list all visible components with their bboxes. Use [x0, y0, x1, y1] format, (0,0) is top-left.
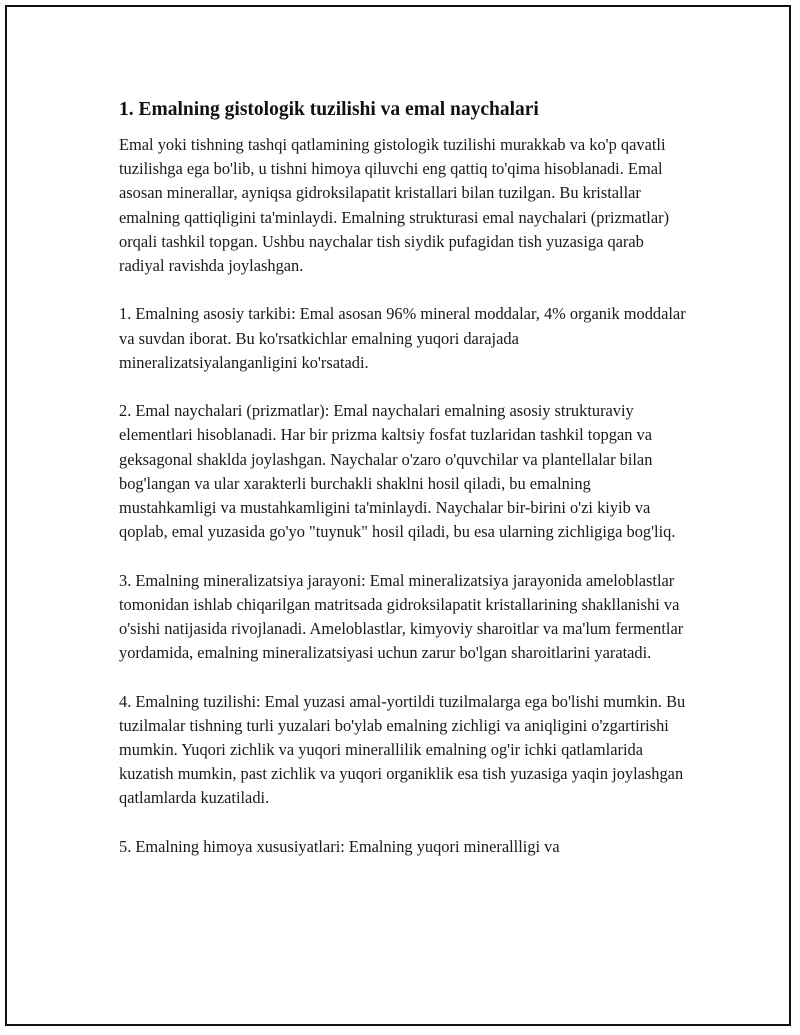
paragraph-enamel-prisms: 2. Emal naychalari (prizmatlar): Emal naychalari emalning asosiy strukturaviy elementlari hisoblanadi. Har bir prizma kaltsiy fosfat tuzlaridan tashkil topgan va geksagonal shaklda joylashgan. Naychalar o'zaro o'quvchilar va plantellalar bilan bog'langan va ular xarakterli burchakli shaklni hosil qiladi, bu emalning mustahkamligi va mustahkamligini ta'minlaydi. Naychalar bir-birini o'zi kiyib va qoplab, emal yuzasida go'yo "tuynuk" hosil qiladi, bu esa ularning zichligiga bog'liq. — [119, 401, 676, 542]
intro-paragraph: Emal yoki tishning tashqi qatlamining gistologik tuzilishi murakkab va ko'p qavatli tuzilishga ega bo'lib, u tishni himoya qiluvchi eng qattiq to'qima hisoblanadi. Emal asosan minerallar, ayniqsa gidroksilapatit kristallari bilan tuzilgan. Bu kristallar emalning qattiqligini ta'minlaydi. Emalning strukturasi emal naychalari (prizmatlar) orqali tashkil topgan. Ushbu naychalar tish siydik pufagidan tish yuzasiga qarab radiyal ravishda joylashgan. — [119, 135, 670, 276]
paragraph-composition: 1. Emalning asosiy tarkibi: Emal asosan 96% mineral moddalar, 4% organik moddalar va suvdan iborat. Bu ko'rsatkichlar emalning yuqori darajada mineralizatsiyalanganligini ko'rsatadi. — [119, 304, 686, 372]
paragraph-mineralization: 3. Emalning mineralizatsiya jarayoni: Emal mineralizatsiya jarayonida ameloblastlar tomonidan ishlab chiqarilgan matritsada gidroksilapatit kristallarining shakllanishi va o'sishi natijasida rivojlanadi. Ameloblastlar, kimyoviy sharoitlar va ma'lum fermentlar yordamida, emalning mineralizatsiyasi uchun zarur bo'lgan sharoitlarini yaratadi. — [119, 570, 684, 663]
paragraph-protective-properties: 5. Emalning himoya xususiyatlari: Emalning yuqori minerallligi va — [119, 836, 560, 856]
section-title: 1. Emalning gistologik tuzilishi va emal naychalari — [119, 99, 539, 120]
document-content — [119, 97, 689, 883]
document-page — [5, 5, 791, 1026]
paragraph-structure: 4. Emalning tuzilishi: Emal yuzasi amal-yortildi tuzilmalarga ega bo'lishi mumkin. Bu tuzilmalar tishning turli yuzalari bo'ylab emalning zichligi va aniqligini o'zgartirishi mumkin. Yuqori zichlik va yuqori minerallilik emalning og'ir ichki qatlamlarida kuzatish mumkin, past zichlik va yuqori organiklik esa tish yuzasiga yaqin joylashgan qatlamlarda kuzatiladi. — [119, 691, 686, 808]
